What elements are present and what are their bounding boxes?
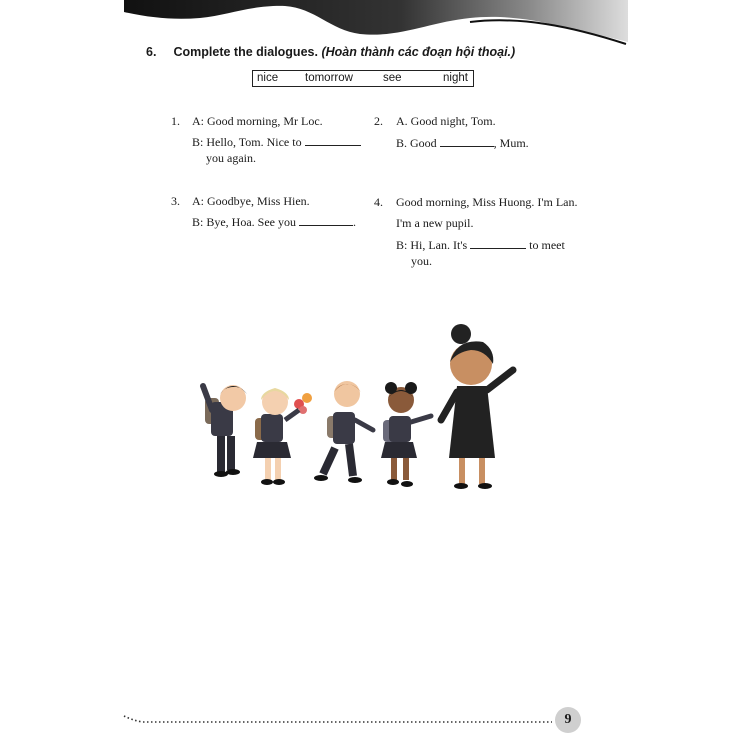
answer-blank[interactable] (305, 134, 361, 146)
dialogue-line: you. (411, 254, 432, 268)
answer-blank[interactable] (440, 135, 494, 147)
pupil-girl-1 (253, 388, 312, 485)
dialogue-line: I'm a new pupil. (396, 216, 474, 230)
word-bank (252, 70, 474, 87)
dialogue-2 (374, 113, 554, 153)
pupil-boy-2 (314, 381, 373, 483)
exercise-instruction: Complete the dialogues. (173, 45, 318, 59)
dialogue-number: 3. (171, 194, 180, 208)
exercise-instruction-vietnamese: (Hoàn thành các đoạn hội thoại.) (321, 45, 516, 59)
answer-blank[interactable] (299, 214, 353, 226)
exercise-number: 6. (146, 45, 157, 59)
dialogue-line: Good morning, Miss Huong. I'm Lan. (396, 195, 578, 209)
dialogue-number: 1. (171, 114, 180, 128)
dialogue-line (396, 237, 565, 253)
exercise-heading (146, 45, 515, 59)
dialogue-1 (171, 113, 371, 173)
dialogue-line (192, 134, 361, 150)
dialogue-line-text: B: Bye, Hoa. See you (192, 215, 296, 229)
pupil-girl-2 (381, 382, 431, 487)
dialogue-line: you again. (206, 151, 256, 165)
page-number: 9 (555, 707, 581, 733)
dialogue-3 (171, 193, 371, 233)
dialogue-line-text: , Mum. (493, 136, 529, 150)
teacher-and-pupils-illustration (195, 320, 535, 500)
word-bank-item: see (383, 72, 402, 84)
dialogue-number: 4. (374, 195, 383, 209)
dialogue-line: A: Good morning, Mr Loc. (192, 114, 323, 128)
word-bank-item: tomorrow (305, 72, 353, 84)
footer-dotted-line (122, 712, 552, 726)
dialogue-line-text: B: Hi, Lan. It's (396, 238, 468, 252)
pupil-boy-1 (203, 385, 247, 477)
teacher-figure (441, 324, 513, 489)
word-bank-item: nice (257, 72, 279, 84)
dialogue-line: A. Good night, Tom. (396, 114, 496, 128)
dialogue-line-text: B: Hello, Tom. Nice to (192, 135, 302, 149)
word-bank-item: night (443, 72, 468, 84)
dialogue-line (396, 135, 529, 151)
dialogue-4 (374, 194, 594, 274)
dialogue-line-text: to meet (529, 238, 565, 252)
dialogue-line-text: B. Good (396, 136, 437, 150)
dialogue-number: 2. (374, 114, 383, 128)
answer-blank[interactable] (470, 237, 526, 249)
dialogue-line-text: . (353, 215, 356, 229)
dialogue-line (192, 214, 356, 230)
dialogue-line: A: Goodbye, Miss Hien. (192, 194, 310, 208)
